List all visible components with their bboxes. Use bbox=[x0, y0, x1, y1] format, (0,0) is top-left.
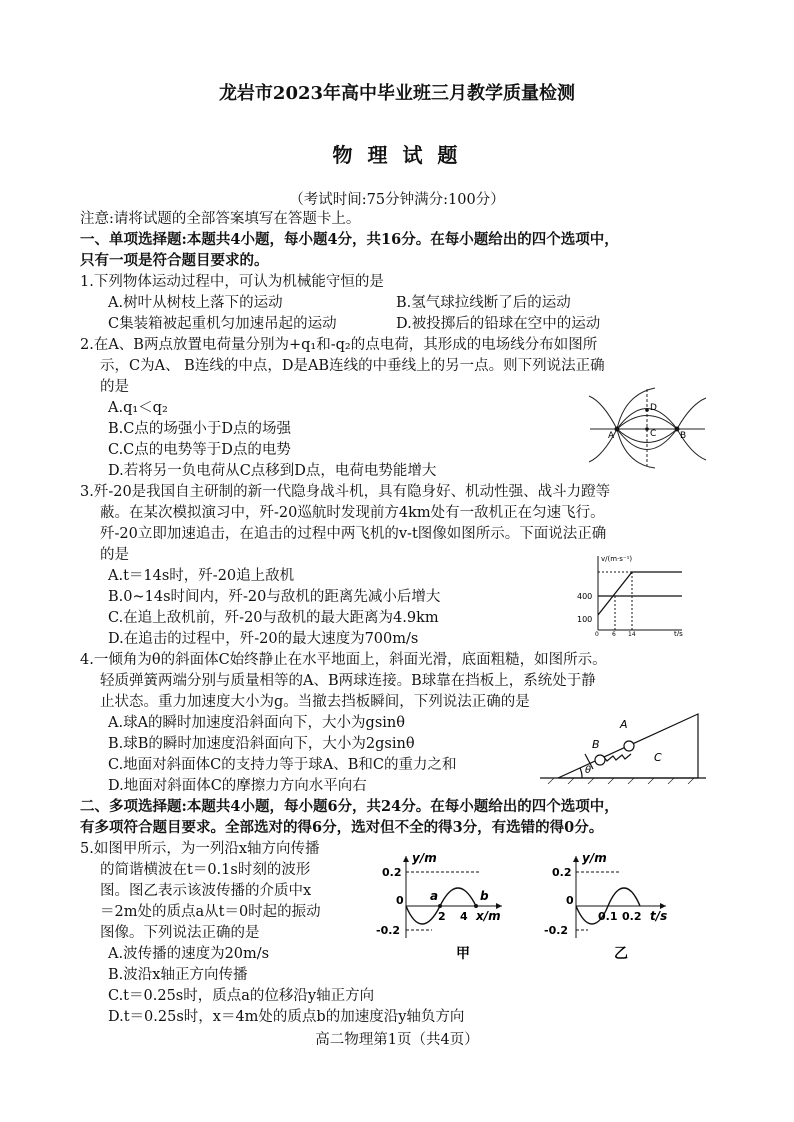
section1-heading-1: 一、单项选择题:本题共4小题，每小题4分，共16分。在每小题给出的四个选项中， bbox=[80, 231, 619, 248]
yi-origin: 0 bbox=[566, 894, 574, 907]
notice: 注意:请将试题的全部答案填写在答题卡上。 bbox=[80, 211, 361, 227]
q4-stem-3: 止状态。重力加速度大小为g。当撤去挡板瞬间，下列说法正确的是 bbox=[100, 694, 530, 710]
jia-origin: 0 bbox=[396, 894, 404, 907]
vt-x-tick-14: 14 bbox=[628, 631, 636, 636]
section1-heading-2: 只有一项是符合题目要求的。 bbox=[80, 252, 269, 269]
q3-option-d: D.在追击的过程中，歼-20的最大速度为700m/s bbox=[108, 631, 419, 647]
q5-stem-4: ＝2m处的质点a从t＝0时起的振动 bbox=[100, 904, 321, 920]
q5-stem-1: 5.如图甲所示，为一列沿x轴方向传播 bbox=[80, 841, 320, 857]
incline-label-b: B bbox=[592, 738, 600, 751]
yi-y-pos: 0.2 bbox=[552, 866, 572, 879]
q5-stem-5: 图像。下列说法正确的是 bbox=[100, 925, 260, 941]
vt-tick-100: 100 bbox=[577, 615, 593, 624]
q4-stem-2: 轻质弹簧两端分别与质量相等的A、B两球连接。B球靠在挡板上，系统处于静 bbox=[100, 673, 596, 689]
fig-label-b: B bbox=[680, 431, 687, 441]
incline-label-c: C bbox=[654, 751, 662, 764]
jia-x4: 4 bbox=[460, 910, 468, 923]
q4-option-c: C.地面对斜面体C的支持力等于球A、B和C的重力之和 bbox=[108, 757, 457, 773]
jia-y-neg: -0.2 bbox=[376, 924, 401, 937]
jia-x2: 2 bbox=[438, 910, 446, 923]
incline-figure bbox=[538, 706, 710, 784]
incline-label-a: A bbox=[620, 718, 628, 731]
jia-point-b: b bbox=[480, 889, 489, 903]
q5-option-d: D.t＝0.25s时，x＝4m处的质点b的加速度沿y轴负方向 bbox=[108, 1009, 465, 1025]
q2-stem-2: 示，C为A、 B连线的中点，D是AB连线的中垂线上的另一点。则下列说法正确 bbox=[100, 358, 605, 374]
wave-graph-jia bbox=[372, 848, 512, 963]
q2-option-b: B.C点的场强小于D点的场强 bbox=[108, 421, 291, 437]
fig-label-c: C bbox=[650, 429, 657, 439]
q2-stem-1: 2.在A、B两点放置电荷量分别为+q₁和-q₂的点电荷，其形成的电场线分布如图所 bbox=[80, 337, 598, 353]
q5-stem-3: 图。图乙表示该波传播的介质中x bbox=[100, 883, 312, 899]
exam-title: 龙岩市2023年高中毕业班三月教学质量检测 bbox=[218, 83, 576, 104]
q1-option-d: D.被投掷后的铅球在空中的运动 bbox=[396, 316, 601, 332]
q3-option-c: C.在追上敌机前，歼-20与敌机的最大距离为4.9km bbox=[108, 610, 439, 626]
electric-field-figure bbox=[585, 384, 710, 469]
vt-tick-400: 400 bbox=[577, 592, 593, 601]
q3-stem-4: 的是 bbox=[100, 547, 129, 563]
q4-option-b: B.球B的瞬时加速度沿斜面向下，大小为2gsinθ bbox=[108, 736, 415, 752]
section2-heading-1: 二、多项选择题:本题共4小题，每小题6分，共24分。在每小题给出的四个选项中， bbox=[80, 798, 619, 815]
q1-option-a: A.树叶从树枝上落下的运动 bbox=[108, 295, 283, 311]
wave-graph-yi bbox=[538, 848, 673, 963]
q5-option-a: A.波传播的速度为20m/s bbox=[108, 946, 270, 962]
yi-caption: 乙 bbox=[614, 946, 628, 962]
yi-y-label: y/m bbox=[582, 851, 607, 865]
q2-option-c: C.C点的电势等于D点的电势 bbox=[108, 442, 291, 458]
q3-stem-1: 3.歼-20是我国自主研制的新一代隐身战斗机，具有隐身好、机动性强、战斗力蹬等 bbox=[80, 484, 611, 500]
q1-option-c: C集装箱被起重机匀加速吊起的运动 bbox=[108, 316, 337, 332]
vt-x-tick-6: 6 bbox=[612, 631, 616, 636]
subject-title: 物 理 试 题 bbox=[332, 143, 462, 167]
q1-option-b: B.氢气球拉线断了后的运动 bbox=[396, 295, 571, 311]
q2-stem-3: 的是 bbox=[100, 379, 129, 395]
section2-heading-2: 有多项符合题目要求。全部选对的得6分，选对但不全的得3分，有选错的得0分。 bbox=[80, 819, 604, 836]
vt-x-label: t/s bbox=[674, 630, 683, 636]
yi-t1: 0.1 bbox=[598, 910, 618, 923]
yi-t2: 0.2 bbox=[622, 910, 642, 923]
jia-x-label: x/m bbox=[476, 909, 501, 923]
q3-stem-3: 歼-20立即加速追击，在追击的过程中两飞机的v-t图像如图所示。下面说法正确 bbox=[100, 526, 607, 542]
vt-x-tick-0: 0 bbox=[595, 631, 599, 636]
q2-option-d: D.若将另一负电荷从C点移到D点，电荷电势能增大 bbox=[108, 463, 437, 479]
fig-label-a: A bbox=[608, 431, 615, 441]
q5-stem-2: 的简谐横波在t＝0.1s时刻的波形 bbox=[100, 862, 311, 878]
jia-y-label: y/m bbox=[412, 851, 437, 865]
q4-option-a: A.球A的瞬时加速度沿斜面向下，大小为gsinθ bbox=[108, 715, 405, 731]
q2-option-a: A.q₁＜q₂ bbox=[108, 400, 168, 416]
q5-option-b: B.波沿x轴正方向传播 bbox=[108, 967, 248, 983]
yi-y-neg: -0.2 bbox=[544, 924, 569, 937]
jia-point-a: a bbox=[430, 889, 439, 903]
q5-option-c: C.t＝0.25s时，质点a的位移沿y轴正方向 bbox=[108, 988, 375, 1004]
q4-stem-1: 4.一倾角为θ的斜面体C始终静止在水平地面上，斜面光滑，底面粗糙，如图所示。 bbox=[80, 652, 607, 668]
vt-graph bbox=[570, 550, 690, 636]
exam-info: （考试时间:75分钟满分:100分） bbox=[289, 192, 505, 208]
q4-option-d: D.地面对斜面体C的摩擦力方向水平向右 bbox=[108, 778, 367, 794]
q3-option-a: A.t＝14s时，歼-20追上敌机 bbox=[108, 568, 295, 584]
jia-caption: 甲 bbox=[456, 946, 470, 962]
yi-x-label: t/s bbox=[650, 909, 668, 923]
incline-label-theta: θ bbox=[585, 765, 592, 776]
q3-stem-2: 蔽。在某次模拟演习中，歼-20巡航时发现前方4km处有一敌机正在匀速飞行。 bbox=[100, 505, 605, 521]
q1-stem: 1.下列物体运动过程中，可认为机械能守恒的是 bbox=[80, 274, 384, 290]
jia-y-pos: 0.2 bbox=[382, 866, 402, 879]
fig-label-d: D bbox=[650, 403, 657, 413]
vt-y-label: v/(m·s⁻¹) bbox=[601, 555, 633, 563]
q3-option-b: B.0~14s时间内，歼-20与敌机的距离先减小后增大 bbox=[108, 589, 441, 605]
page-footer: 高二物理第1页（共4页） bbox=[315, 1032, 479, 1048]
